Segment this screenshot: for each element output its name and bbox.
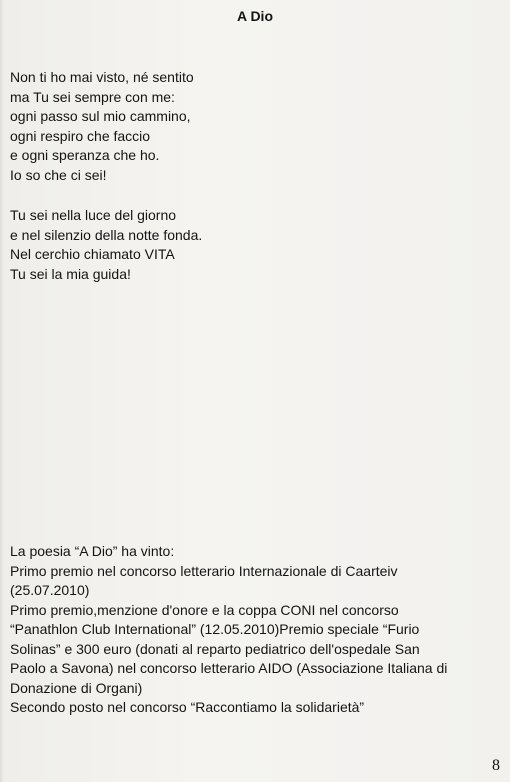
poem-line: e nel silenzio della notte fonda.: [10, 226, 203, 243]
poem-stanza: [10, 206, 202, 284]
award-line: Solinas” e 300 euro (donati al reparto pediatrico dell'ospedale San: [10, 640, 420, 657]
page-fold-shadow: [0, 0, 4, 782]
poem-line: Io so che ci sei!: [10, 166, 107, 183]
poem-line: ogni respiro che faccio: [10, 127, 151, 144]
poem-line: Tu sei nella luce del giorno: [10, 207, 177, 223]
awards-intro: La poesia “A Dio” ha vinto:: [10, 543, 175, 559]
award-line: Primo premio,menzione d'onore e la coppa CONI nel concorso: [10, 601, 399, 618]
poem-line: ma Tu sei sempre con me:: [10, 88, 175, 105]
award-line: Donazione di Organi): [10, 679, 143, 696]
poem-line: Tu sei la mia guida!: [10, 265, 131, 282]
poem-stanza: [10, 68, 202, 185]
poem-body: [10, 68, 202, 305]
award-line: “Panathlon Club International” (12.05.2010)Premio speciale “Furio: [10, 621, 420, 637]
page-number: 8: [492, 757, 500, 774]
award-line: Primo premio nel concorso letterario Internazionale di Caarteiv: [10, 562, 398, 579]
poem-line: ogni passo sul mio cammino,: [10, 108, 191, 124]
poem-line: Non ti ho mai visto, né sentito: [10, 69, 194, 85]
award-line: Secondo posto nel concorso “Raccontiamo la solidarietà”: [10, 699, 365, 715]
awards-section: [10, 542, 502, 718]
poem-line: e ogni speranza che ho.: [10, 147, 160, 163]
poem-line: Nel cerchio chiamato VITA: [10, 246, 175, 262]
poem-title: A Dio: [236, 8, 274, 24]
award-line: Paolo a Savona) nel concorso letterario AIDO (Associazione Italiana di: [10, 660, 448, 676]
award-line: (25.07.2010): [10, 582, 90, 598]
